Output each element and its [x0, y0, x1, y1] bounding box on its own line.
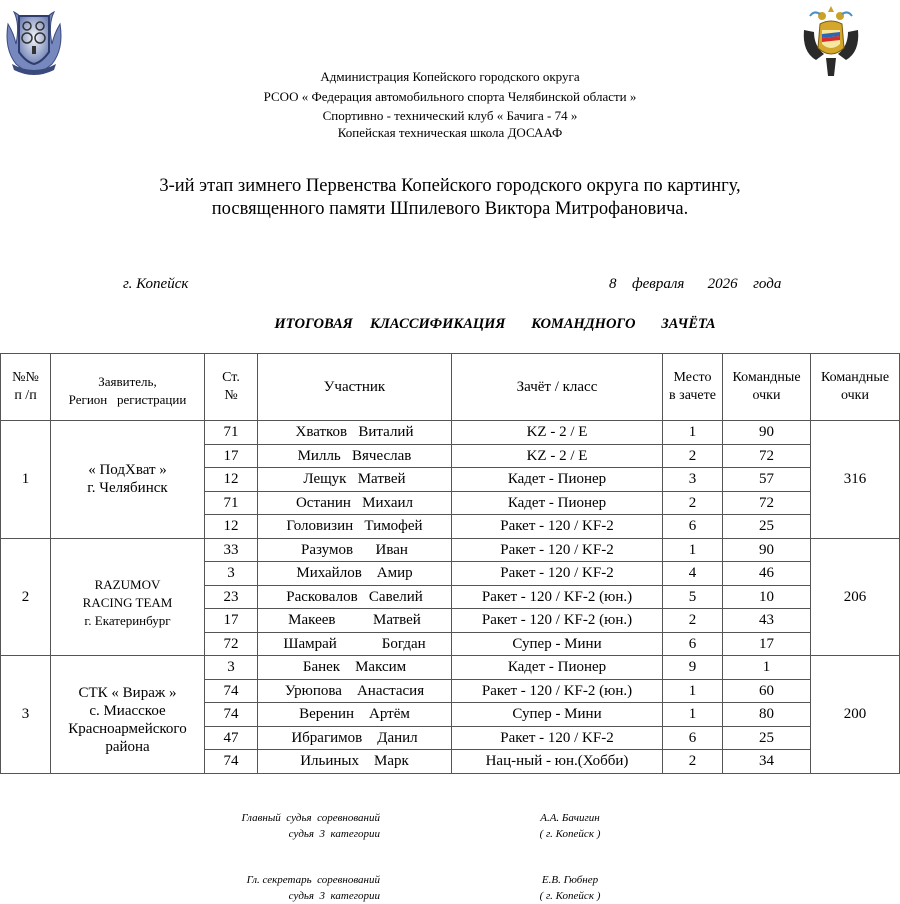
event-title-line: посвященного памяти Шпилевого Виктора Митрофановича. [211, 199, 689, 219]
class-name: Кадет - Пионер [452, 468, 663, 492]
header-participant: Участник [258, 354, 452, 421]
team-points: 34 [723, 750, 811, 774]
team-points: 17 [723, 632, 811, 656]
class-place: 1 [663, 679, 723, 703]
team-total-points: 206 [811, 538, 900, 656]
header-points-line: очки [752, 388, 781, 403]
participant-name: Ибрагимов Данил [258, 726, 452, 750]
participant-name: Разумов Иван [258, 538, 452, 562]
signature-role-secretary [180, 872, 380, 904]
participant-name: Ильиных Марк [258, 750, 452, 774]
start-number: 3 [205, 562, 258, 586]
participant-name: Банек Максим [258, 656, 452, 680]
participant-name: Шамрай Богдан [258, 632, 452, 656]
header-place-line: Место [673, 370, 712, 385]
header-team-line: Заявитель, [98, 374, 157, 389]
team-name-line: района [105, 739, 150, 756]
team-name [51, 538, 205, 656]
signature-city: ( г. Копейск ) [539, 890, 601, 902]
start-number: 12 [205, 468, 258, 492]
class-name: Ракет - 120 / KF-2 (юн.) [452, 585, 663, 609]
team-name-line: Красноармейского [68, 721, 187, 738]
start-number: 74 [205, 679, 258, 703]
table-row [1, 656, 900, 680]
class-name: KZ - 2 / E [452, 421, 663, 445]
results-table [0, 353, 900, 774]
start-number: 71 [205, 491, 258, 515]
team-name-line: СТК « Вираж » [78, 685, 177, 702]
org-line-club: Спортивно - технический клуб « Бачига - 74 » [322, 108, 578, 123]
signature-name: Е.В. Гюбнер [541, 874, 599, 886]
start-number: 33 [205, 538, 258, 562]
signature-role-line: судья 3 категории [288, 890, 380, 902]
team-name-line: г. Екатеринбург [84, 612, 171, 628]
class-place: 4 [663, 562, 723, 586]
team-points: 90 [723, 421, 811, 445]
participant-name: Урюпова Анастасия [258, 679, 452, 703]
team-name-line: RAZUMOV [94, 576, 161, 592]
class-name: KZ - 2 / E [452, 444, 663, 468]
participant-name: Михайлов Амир [258, 562, 452, 586]
header-total-line: Командные [820, 370, 890, 385]
header-pos-line: №№ [12, 370, 39, 385]
class-name: Ракет - 120 / KF-2 (юн.) [452, 679, 663, 703]
class-place: 1 [663, 538, 723, 562]
class-name: Нац-ный - юн.(Хобби) [452, 750, 663, 774]
header-points [723, 354, 811, 421]
signature-name: А.А. Бачигин [540, 812, 600, 824]
class-place: 1 [663, 703, 723, 727]
team-points: 46 [723, 562, 811, 586]
class-place: 6 [663, 515, 723, 539]
table-row [1, 538, 900, 562]
class-place: 1 [663, 421, 723, 445]
class-name: Ракет - 120 / KF-2 [452, 515, 663, 539]
event-date: 8 февраля 2026 года [609, 276, 782, 292]
header-class: Зачёт / класс [452, 354, 663, 421]
team-points: 72 [723, 444, 811, 468]
header-place [663, 354, 723, 421]
participant-name: Расковалов Савелий [258, 585, 452, 609]
start-number: 12 [205, 515, 258, 539]
class-name: Ракет - 120 / KF-2 (юн.) [452, 609, 663, 633]
table-row [1, 421, 900, 445]
start-number: 74 [205, 703, 258, 727]
participant-name: Головизин Тимофей [258, 515, 452, 539]
event-title-line: 3-ий этап зимнего Первенства Копейского городского округа по картингу, [159, 176, 741, 196]
class-name: Кадет - Пионер [452, 491, 663, 515]
header-team [51, 354, 205, 421]
signature-name-chief-judge [520, 810, 620, 842]
header-pos-line: п /п [14, 388, 37, 403]
class-place: 6 [663, 632, 723, 656]
participant-name: Макеев Матвей [258, 609, 452, 633]
team-name-line: « ПодХват » [88, 462, 167, 479]
class-name: Ракет - 120 / KF-2 [452, 538, 663, 562]
header-number-line: № [224, 388, 238, 403]
team-points: 1 [723, 656, 811, 680]
header-team-line: Регион регистрации [68, 392, 187, 407]
signature-role-line: судья 3 категории [288, 828, 380, 840]
signature-name-secretary [520, 872, 620, 904]
event-title [0, 175, 900, 221]
class-name: Супер - Мини [452, 703, 663, 727]
team-name [51, 656, 205, 774]
participant-name: Лещук Матвей [258, 468, 452, 492]
header-place-line: в зачете [669, 388, 716, 403]
team-name-line: г. Челябинск [87, 480, 168, 497]
event-place: г. Копейск [123, 276, 189, 292]
class-place: 3 [663, 468, 723, 492]
participant-name: Милль Вячеслав [258, 444, 452, 468]
participant-name: Веренин Артём [258, 703, 452, 727]
signature-role-line: Гл. секретарь соревнований [246, 874, 380, 886]
start-number: 71 [205, 421, 258, 445]
header-total-points [811, 354, 900, 421]
team-points: 57 [723, 468, 811, 492]
team-points: 43 [723, 609, 811, 633]
team-position: 3 [1, 656, 51, 774]
team-total-points: 200 [811, 656, 900, 774]
start-number: 72 [205, 632, 258, 656]
team-points: 60 [723, 679, 811, 703]
class-place: 2 [663, 491, 723, 515]
header-number-line: Ст. [222, 370, 240, 385]
class-name: Ракет - 120 / KF-2 [452, 726, 663, 750]
start-number: 3 [205, 656, 258, 680]
org-line-federation: РСОО « Федерация автомобильного спорта Челябинской области » [263, 89, 637, 104]
team-position: 1 [1, 421, 51, 539]
org-line-school: Копейская техническая школа ДОСААФ [337, 125, 563, 140]
class-place: 2 [663, 750, 723, 774]
participant-name: Останин Михаил [258, 491, 452, 515]
start-number: 23 [205, 585, 258, 609]
team-name-line: RACING TEAM [82, 594, 173, 610]
header-total-line: очки [841, 388, 869, 403]
start-number: 17 [205, 444, 258, 468]
team-points: 72 [723, 491, 811, 515]
class-place: 2 [663, 609, 723, 633]
team-total-points: 316 [811, 421, 900, 539]
header-start-number [205, 354, 258, 421]
team-points: 10 [723, 585, 811, 609]
signature-role-line: Главный судья соревнований [241, 812, 380, 824]
header-pos [1, 354, 51, 421]
class-place: 5 [663, 585, 723, 609]
team-name-line: с. Миасское [89, 703, 166, 720]
start-number: 74 [205, 750, 258, 774]
participant-name: Хватков Виталий [258, 421, 452, 445]
team-points: 80 [723, 703, 811, 727]
team-points: 25 [723, 515, 811, 539]
team-points: 90 [723, 538, 811, 562]
header-points-line: Командные [732, 370, 801, 385]
class-name: Кадет - Пионер [452, 656, 663, 680]
class-place: 2 [663, 444, 723, 468]
class-place: 6 [663, 726, 723, 750]
document-heading: ИТОГОВАЯ КЛАССИФИКАЦИЯ КОМАНДНОГО ЗАЧЁТА [274, 316, 716, 332]
start-number: 17 [205, 609, 258, 633]
team-name [51, 421, 205, 539]
signature-city: ( г. Копейск ) [539, 828, 601, 840]
table-header-row [1, 354, 900, 421]
team-points: 25 [723, 726, 811, 750]
org-line-administration: Администрация Копейского городского округа [320, 69, 580, 84]
signature-role-chief-judge [180, 810, 380, 842]
class-name: Супер - Мини [452, 632, 663, 656]
team-position: 2 [1, 538, 51, 656]
start-number: 47 [205, 726, 258, 750]
class-place: 9 [663, 656, 723, 680]
class-name: Ракет - 120 / KF-2 [452, 562, 663, 586]
